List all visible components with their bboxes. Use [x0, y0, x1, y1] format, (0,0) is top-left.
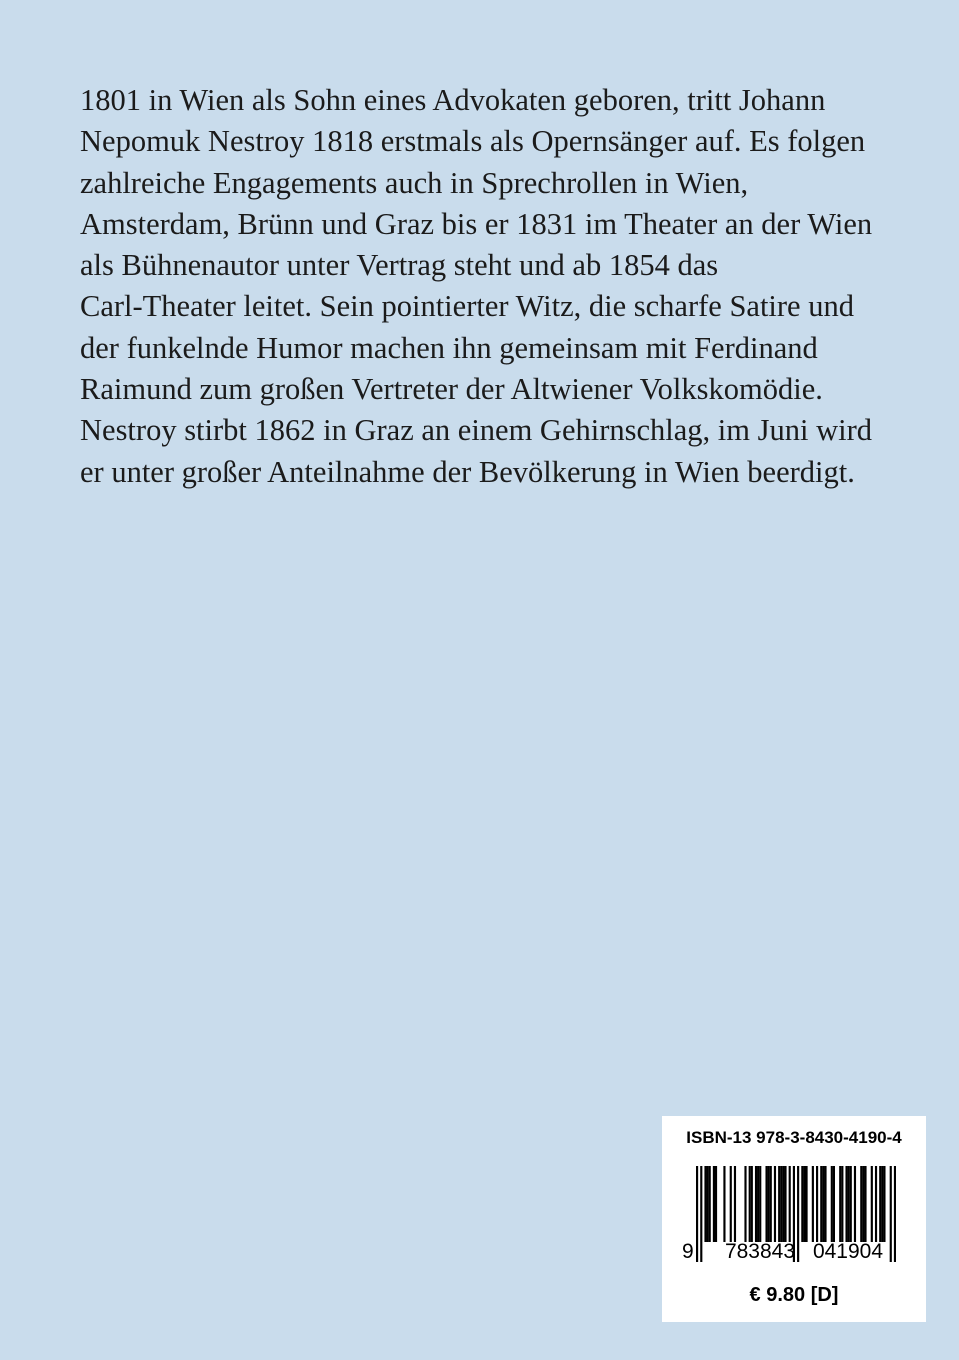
- blurb-line: Raimund zum großen Vertreter der Altwiener Volkskomödie.: [80, 372, 823, 407]
- barcode-bar: [765, 1166, 767, 1242]
- barcode-bar: [875, 1166, 877, 1242]
- barcode-bar: [871, 1166, 873, 1242]
- barcode-bar: [759, 1166, 761, 1242]
- ean-left-group: 783843: [724, 1240, 796, 1263]
- blurb-line: als Bühnenautor unter Vertrag steht und ab 1854 das: [80, 248, 719, 283]
- barcode-bar: [700, 1166, 702, 1262]
- barcode-bar: [831, 1166, 833, 1242]
- barcode-bar: [782, 1166, 784, 1242]
- blurb-line: Carl-Theater leitet. Sein pointierter Witz, die scharfe Satire und: [80, 289, 854, 324]
- barcode-bar: [841, 1166, 843, 1242]
- barcode-bar: [730, 1166, 732, 1242]
- barcode-bar: [862, 1166, 864, 1242]
- barcode-bar: [784, 1166, 786, 1242]
- back-cover-blurb: [80, 80, 920, 493]
- barcode-bar: [805, 1166, 807, 1242]
- barcode-bar: [812, 1166, 814, 1242]
- barcode-bar: [822, 1166, 824, 1242]
- barcode-bar: [803, 1166, 805, 1242]
- barcode-bar: [713, 1166, 715, 1242]
- barcode-bar: [770, 1166, 772, 1242]
- barcode-bar: [801, 1166, 803, 1242]
- barcode-bar: [774, 1166, 776, 1242]
- ean-first-digit: 9: [682, 1240, 694, 1263]
- barcode-bar: [723, 1166, 725, 1242]
- barcode-bar: [824, 1166, 826, 1242]
- barcode-bar: [789, 1166, 791, 1242]
- barcode-bar: [749, 1166, 751, 1242]
- barcode-bar: [734, 1166, 736, 1242]
- barcode-box: [662, 1116, 926, 1322]
- isbn-label: ISBN-13 978-3-8430-4190-4: [686, 1128, 902, 1147]
- blurb-line: 1801 in Wien als Sohn eines Advokaten geboren, tritt Johann: [80, 83, 826, 117]
- barcode-bar: [768, 1166, 770, 1242]
- barcode-bar: [881, 1166, 883, 1242]
- barcode-bar: [860, 1166, 862, 1242]
- blurb-line: der funkelnde Humor machen ihn gemeinsam mit Ferdinand: [80, 330, 818, 365]
- blurb-line: Nestroy stirbt 1862 in Graz an einem Gehirnschlag, im Juni wird: [80, 413, 872, 448]
- blurb-line: Amsterdam, Brünn und Graz bis er 1831 im Theater an der Wien: [80, 206, 873, 241]
- ean-right-group: 041904: [812, 1240, 884, 1263]
- barcode-bar: [833, 1166, 835, 1242]
- barcode-bar: [820, 1166, 822, 1242]
- barcode-bar: [850, 1166, 852, 1242]
- barcode-bar: [709, 1166, 711, 1242]
- barcode-bar: [755, 1166, 757, 1242]
- barcode-bar: [854, 1166, 856, 1242]
- barcode-bar: [704, 1166, 706, 1242]
- barcode-bar: [845, 1166, 847, 1242]
- barcode-bar: [696, 1166, 698, 1262]
- barcode-bar: [879, 1166, 881, 1242]
- barcode-bar: [848, 1166, 850, 1242]
- blurb-line: zahlreiche Engagements auch in Sprechrollen in Wien,: [80, 165, 749, 200]
- barcode-bar: [778, 1166, 780, 1242]
- price-label: € 9.80 [D]: [749, 1284, 839, 1306]
- barcode-bar: [816, 1166, 818, 1242]
- barcode-bar: [839, 1166, 841, 1242]
- barcode-bar: [757, 1166, 759, 1242]
- barcode-bar: [744, 1166, 746, 1242]
- barcode-bar: [864, 1166, 866, 1242]
- blurb-line: er unter großer Anteilnahme der Bevölkerung in Wien beerdigt.: [80, 454, 855, 489]
- barcode-bar: [883, 1166, 885, 1242]
- barcode-bar: [751, 1166, 753, 1242]
- barcode-bar: [780, 1166, 782, 1242]
- blurb-line: Nepomuk Nestroy 1818 erstmals als Opernsänger auf. Es folgen: [80, 124, 866, 159]
- barcode-bar: [707, 1166, 709, 1242]
- barcode-bar: [715, 1166, 717, 1242]
